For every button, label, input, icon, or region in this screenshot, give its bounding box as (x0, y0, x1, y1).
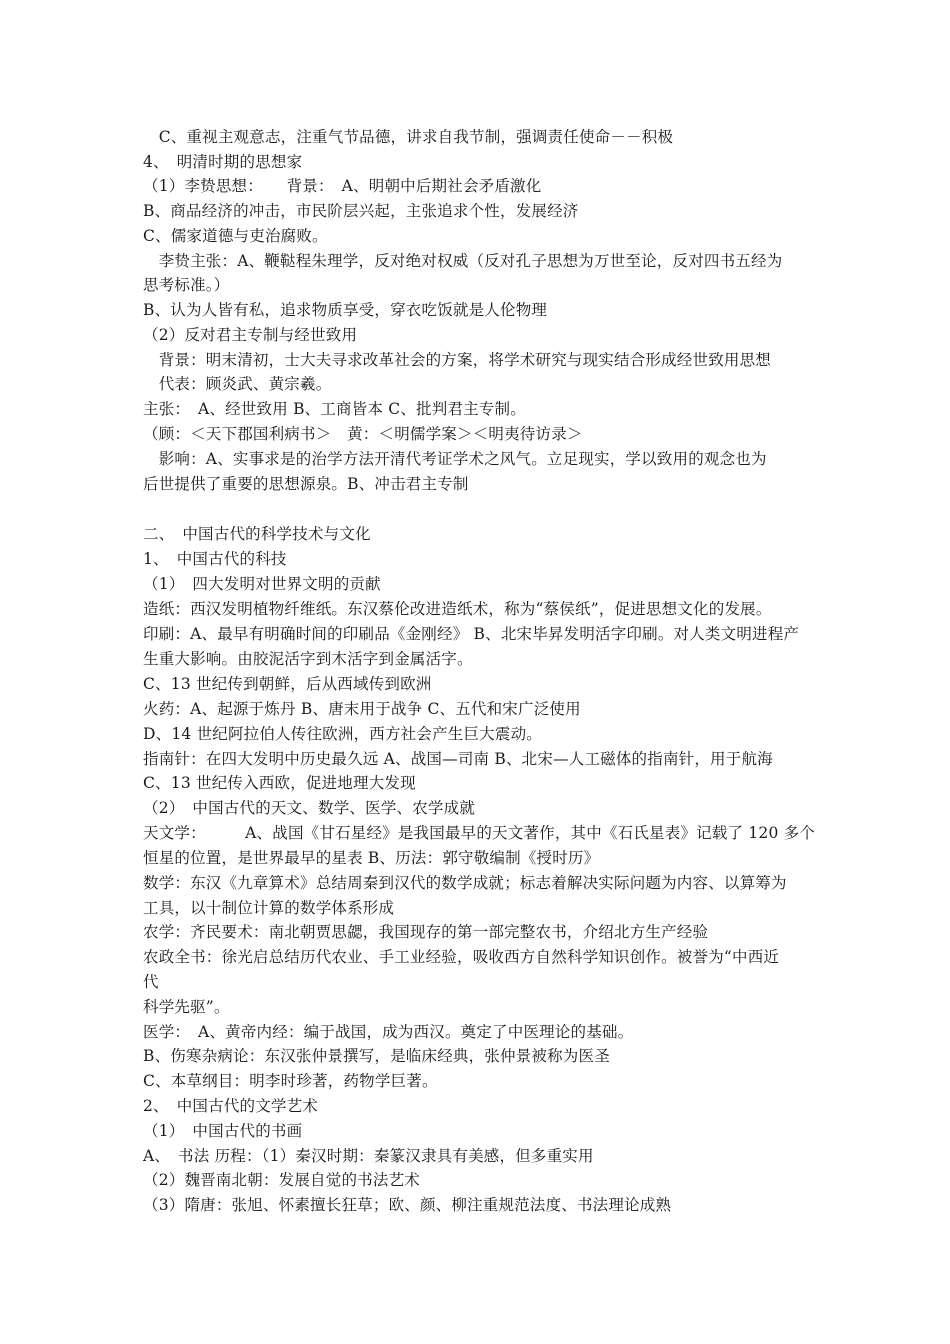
text-line: 天文学： A、战国《甘石星经》是我国最早的天文著作，其中《石氏星表》记载了 120 多个 (143, 824, 816, 842)
text-line: （2） 中国古代的天文、数学、医学、农学成就 (143, 799, 476, 817)
text-line: 代表：顾炎武、黄宗羲。 (143, 375, 332, 393)
text-line: C、儒家道德与吏治腐败。 (143, 227, 328, 245)
text-line: 恒星的位置，是世界最早的星表 B、历法：郭守敬编制《授时历》 (143, 849, 600, 867)
text-line: 代 (143, 973, 159, 991)
text-line: 后世提供了重要的思想源泉。B、冲击君主专制 (143, 475, 469, 493)
text-line: （3）隋唐：张旭、怀素擅长狂草；欧、颜、柳注重规范法度、书法理论成熟 (143, 1196, 672, 1214)
text-line: 李贽主张：A、鞭鞑程朱理学，反对绝对权威（反对孔子思想为万世至论，反对四书五经为 (143, 252, 783, 270)
text-line: C、重视主观意志，注重气节品德，讲求自我节制，强调责任使命－－积极 (143, 128, 674, 146)
text-line: 印刷：A、最早有明确时间的印刷品《金刚经》 B、北宋毕昇发明活字印刷。对人类文明进程产 (143, 625, 800, 643)
section-heading: 二、 中国古代的科学技术与文化 (143, 525, 371, 543)
section-heading: 1、 中国古代的科技 (143, 550, 287, 568)
text-line: 火药：A、起源于炼丹 B、唐末用于战争 C、五代和宋广泛使用 (143, 700, 581, 718)
text-line: （2）魏晋南北朝：发展自觉的书法艺术 (143, 1171, 420, 1189)
text-line: 数学：东汉《九章算术》总结周秦到汉代的数学成就；标志着解决实际问题为内容、以算筹为 (143, 874, 787, 892)
text-line: 背景：明末清初，士大夫寻求改革社会的方案，将学术研究与现实结合形成经世致用思想 (143, 351, 772, 369)
text-line: C、本草纲目：明李时珍著，药物学巨著。 (143, 1072, 438, 1090)
text-line: 指南针：在四大发明中历史最久远 A、战国—司南 B、北宋—人工磁体的指南针，用于航海 (143, 750, 773, 768)
text-line: 农学：齐民要术：南北朝贾思勰，我国现存的第一部完整农书，介绍北方生产经验 (143, 923, 709, 941)
text-line: （1）李贽思想： 背景： A、明朝中后期社会矛盾激化 (143, 177, 542, 195)
text-line: （1） 中国古代的书画 (143, 1122, 303, 1140)
text-line: B、伤寒杂病论：东汉张仲景撰写，是临床经典，张仲景被称为医圣 (143, 1047, 610, 1065)
text-line: D、14 世纪阿拉伯人传往欧洲，西方社会产生巨大震动。 (143, 725, 542, 743)
section-heading: 2、 中国古代的文学艺术 (143, 1097, 319, 1115)
text-line: 思考标准。） (143, 276, 230, 294)
text-line: 农政全书：徐光启总结历代农业、手工业经验，吸收西方自然科学知识创作。被誉为“中西近 (143, 948, 780, 966)
text-line: （2）反对君主专制与经世致用 (143, 326, 358, 344)
text-line: 工具，以十制位计算的数学体系形成 (143, 899, 395, 917)
text-line: 医学： A、黄帝内经：编于战国，成为西汉。奠定了中医理论的基础。 (143, 1023, 634, 1041)
text-line: （顾：＜天下郡国利病书＞ 黄：＜明儒学案＞＜明夷待访录＞ (143, 425, 583, 443)
text-line: A、 书法 历程：（1）秦汉时期：秦篆汉隶具有美感，但多重实用 (143, 1147, 594, 1165)
text-line: 主张： A、经世致用 B、工商皆本 C、批判君主专制。 (143, 400, 526, 418)
text-line: B、商品经济的冲击，市民阶层兴起，主张追求个性，发展经济 (143, 202, 579, 220)
section-heading: 4、 明清时期的思想家 (143, 153, 303, 171)
text-line: 生重大影响。由胶泥活字到木活字到金属活字。 (143, 650, 473, 668)
text-line: 造纸：西汉发明植物纤维纸。东汉蔡伦改进造纸术，称为“蔡侯纸”，促进思想文化的发展。 (143, 600, 772, 618)
text-line: B、认为人皆有私，追求物质享受，穿衣吃饭就是人伦物理 (143, 301, 548, 319)
text-line: （1） 四大发明对世界文明的贡献 (143, 575, 381, 593)
text-line: 科学先驱”。 (143, 998, 230, 1016)
text-line: C、13 世纪传到朝鲜，后从西域传到欧洲 (143, 675, 432, 693)
text-line: C、13 世纪传入西欧，促进地理大发现 (143, 774, 416, 792)
text-line: 影响：A、实事求是的治学方法开清代考证学术之风气。立足现实，学以致用的观念也为 (143, 450, 767, 468)
